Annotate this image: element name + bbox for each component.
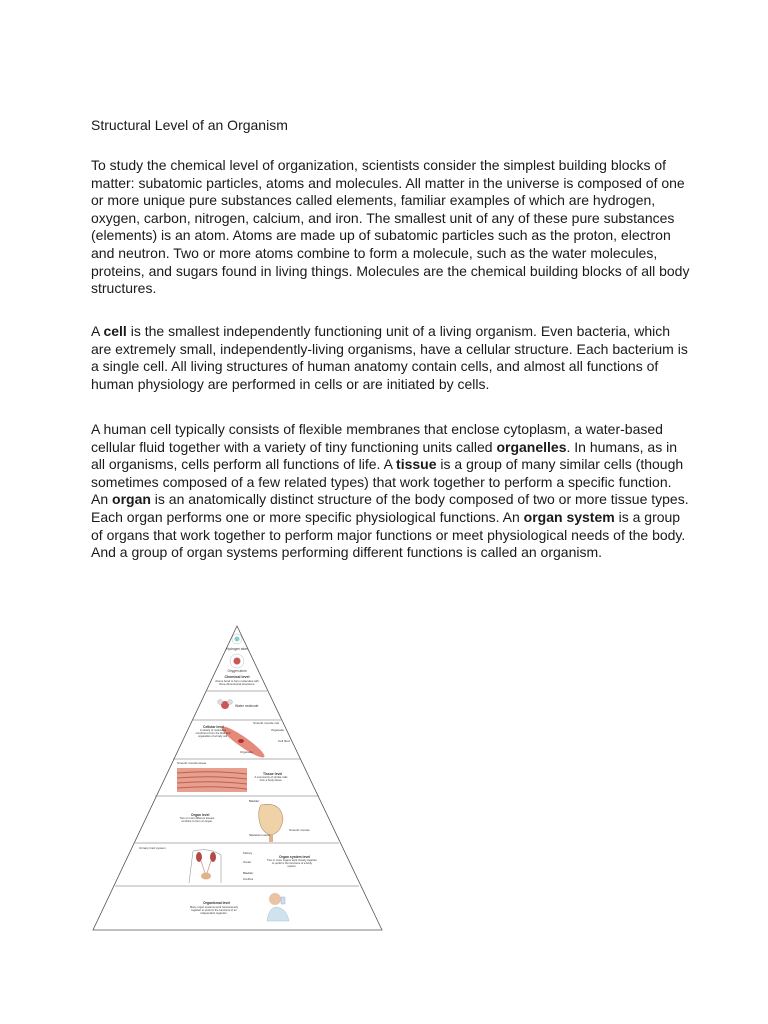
label-organ-level: Organ level [191, 813, 210, 817]
desc-organ-level: Two or more different tissues combine to form an organ. [179, 817, 215, 823]
paragraph-human-cell [91, 421, 691, 562]
desc-tissue-level: A community of similar cells form a body tissue. [254, 776, 288, 782]
label-bladder: Bladder [249, 799, 260, 803]
label-cell-fluid: Cell fluid [278, 739, 290, 743]
p3-text-3: is a group of many similar cells (though sometimes composed of a few related types) that work together to perform a specific function. An [91, 456, 684, 508]
organization-pyramid-figure [91, 625, 383, 931]
label-organelle-1: Organelle [271, 728, 285, 732]
label-organ-system-level: Organ system level [279, 855, 311, 859]
term-organelles: organelles [496, 438, 567, 455]
glass-icon [281, 897, 285, 904]
document-title: Structural Level of an Organism [91, 117, 288, 133]
p3-text-5: is a group of organs that work together to perform major functions or meet physiological needs of the body. And a group of organ systems performing different functions is called an organism. [91, 508, 686, 561]
label-bladder-2: Bladder [243, 871, 254, 875]
paragraph-chemical-level: To study the chemical level of organization, scientists consider the simplest building blocks of matter: subatomic particles, atoms and molecules. All matter in the universe is composed of one or more unique pure substances called elements, familiar examples of which are hydrogen, oxygen, carbon, nitrogen, calcium, and iron. The smallest unit of any of these pure substances (elements) is an atom. Atoms are made up of subatomic particles such as the proton, electron and neutron. Two or more atoms combine to form a molecule, such as the water molecules, proteins, and sugars found in living things. Molecules are the chemical building blocks of all body structures. [91, 157, 690, 297]
label-ureter: Ureter [243, 860, 252, 864]
desc-organ-system-level: Two or more organs work closely together to perform the functions of a body system. [267, 859, 317, 868]
term-organ: organ [112, 491, 151, 508]
term-cell: cell [103, 323, 127, 339]
kidney-left-icon [196, 852, 202, 862]
oxygen-atom-icon [234, 658, 241, 665]
label-kidney: Kidney [243, 851, 253, 855]
term-organ-system: organ system [523, 508, 615, 525]
pyramid-svg [91, 625, 383, 931]
label-chemical-level: Chemical level [224, 675, 250, 679]
p3-text-4: is an anatomically distinct structure of the body composed of two or more tissue types. Each organ performs one or more specific physiological functions. An [91, 491, 689, 525]
term-tissue: tissue [396, 456, 437, 473]
label-tissue-level: Tissue level [263, 772, 283, 776]
p3-text-1: A human cell typically consists of flexible membranes that enclose cytoplasm, a water-based cellular fluid together with a variety of tiny functioning units called [91, 421, 663, 455]
kidney-right-icon [210, 852, 216, 862]
label-cellular-level: Cellular level [203, 725, 224, 729]
label-smooth-muscle-cell: Smooth muscle cell [253, 721, 280, 725]
label-urinary-tract-system: Urinary tract system [139, 846, 166, 850]
desc-chemical-level: Atoms bond to form molecules with three-dimensional structures. [215, 680, 259, 686]
label-skeletal-muscle: Skeletal muscle [249, 833, 271, 837]
hydrogen-atom-icon [235, 637, 240, 642]
label-water-molecule: Water molecule [235, 704, 259, 708]
label-smooth-muscle: Smooth muscle [289, 828, 310, 832]
desc-organismal-level: Many organ systems work harmoniously together to perform the functions of an independent organism. [190, 906, 238, 915]
desc-cellular-level: A variety of molecules combine to form the fluid and organelles of a body cell. [195, 729, 231, 738]
label-smooth-muscle-tissue: Smooth muscle tissue [177, 761, 207, 765]
label-organelle-2: Organelle [240, 750, 254, 754]
urinary-bladder-icon [201, 873, 211, 880]
label-oxygen: Oxygen atom [227, 669, 247, 673]
p2-text-a: A [91, 323, 104, 339]
p2-text-c: is the smallest independently functioning unit of a living organism. Even bacteria, which are extremely small, independently-living organisms, have a cellular structure. Each bacterium is a single cell. All living structures of human anatomy contain cells, and almost all functions of human physiology are performed in cells or are initiated by cells. [91, 323, 688, 392]
label-hydrogen: Hydrogen atom [226, 647, 248, 651]
p3-text-2: . In humans, as in all organisms, cells perform all functions of life. A [91, 438, 677, 473]
label-urethra: Urethra [243, 877, 254, 881]
label-organismal-level: Organismal level [203, 901, 231, 905]
paragraph-cell [91, 323, 691, 393]
person-head-icon [269, 893, 281, 905]
